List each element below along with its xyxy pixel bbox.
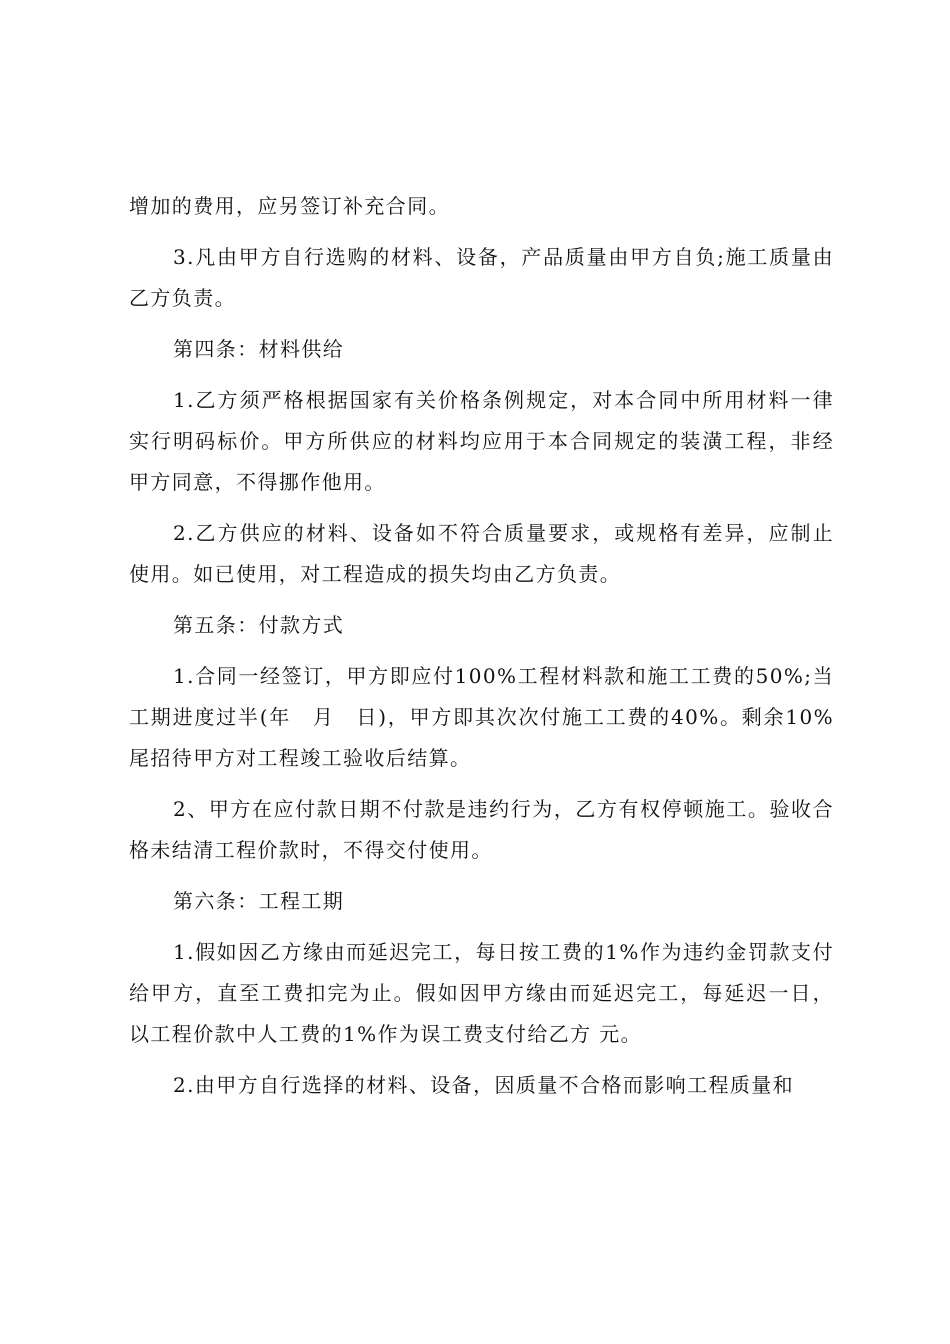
- contract-body: [129, 186, 834, 1116]
- paragraph-material-quality: 3.凡由甲方自行选购的材料、设备，产品质量由甲方自负;施工质量由乙方负责。: [129, 245, 834, 310]
- section-heading-article-4: 第四条：材料供给: [173, 337, 345, 361]
- paragraph-payment-schedule: 1.合同一经签订，甲方即应付100%工程材料款和施工工费的50%;当工期进度过半(年 月 日)，甲方即其次次付施工工费的40%。剩余10%尾招待甲方对工程竣工验收后结算。: [129, 664, 834, 770]
- paragraph-material-pricing: 1.乙方须严格根据国家有关价格条例规定，对本合同中所用材料一律实行明码标价。甲方所供应的材料均应用于本合同规定的装潢工程，非经甲方同意，不得挪作他用。: [129, 388, 834, 494]
- paragraph-extra-cost: 增加的费用，应另签订补充合同。: [129, 194, 450, 218]
- paragraph-owner-materials: 2.由甲方自行选择的材料、设备，因质量不合格而影响工程质量和: [173, 1073, 795, 1097]
- paragraph-material-defects: 2.乙方供应的材料、设备如不符合质量要求，或规格有差异，应制止使用。如已使用，对工程造成的损失均由乙方负责。: [129, 521, 834, 586]
- paragraph-payment-default: 2、甲方在应付款日期不付款是违约行为，乙方有权停顿施工。验收合格未结清工程价款时，不得交付使用。: [129, 797, 834, 862]
- section-heading-article-6: 第六条：工程工期: [173, 889, 345, 913]
- section-heading-article-5: 第五条：付款方式: [173, 613, 345, 637]
- paragraph-delay-penalty: 1.假如因乙方缘由而延迟完工，每日按工费的1%作为违约金罚款支付给甲方，直至工费扣完为止。假如因甲方缘由而延迟完工，每延迟一日，以工程价款中人工费的1%作为误工费支付给乙方 元。: [129, 940, 834, 1046]
